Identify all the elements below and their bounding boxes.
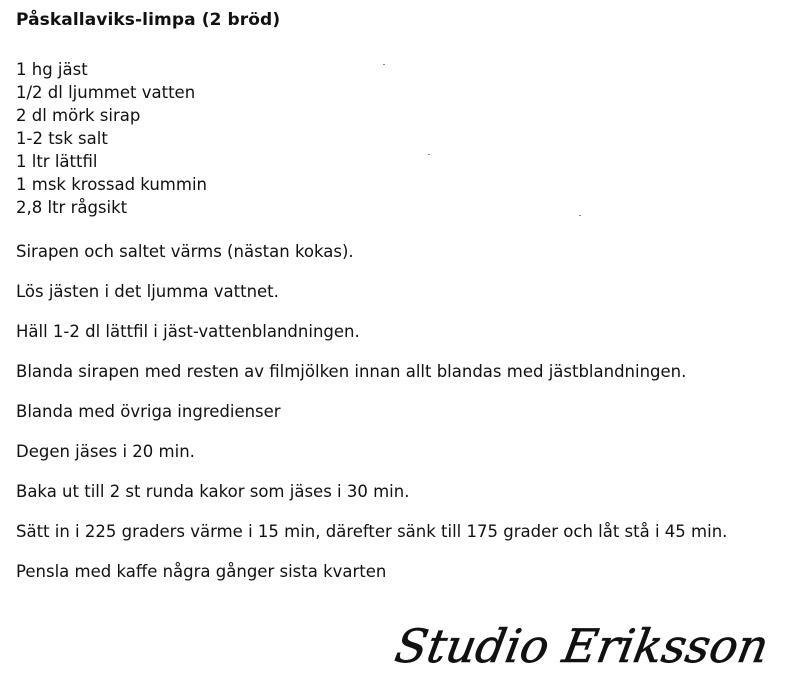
ingredient-item: 1-2 tsk salt <box>16 129 108 148</box>
recipe-title: Påskallaviks-limpa (2 bröd) <box>16 10 281 30</box>
instruction-step: Sirapen och saltet värms (nästan kokas). <box>16 242 354 261</box>
instruction-step: Blanda sirapen med resten av filmjölken innan allt blandas med jästblandningen. <box>16 362 687 381</box>
ingredient-item: 1 msk krossad kummin <box>16 175 207 194</box>
signature-text: Studio Eriksson <box>391 619 770 673</box>
ingredient-list <box>16 58 207 219</box>
instruction-step: Degen jäses i 20 min. <box>16 442 195 461</box>
instruction-step: Baka ut till 2 st runda kakor som jäses i 30 min. <box>16 482 410 501</box>
ingredient-item: 2,8 ltr rågsikt <box>16 198 128 217</box>
ingredient-item: 1 hg jäst <box>16 60 88 79</box>
signature-logo <box>391 612 788 682</box>
instruction-step: Lös jästen i det ljumma vattnet. <box>16 282 279 301</box>
ingredient-item: 1/2 dl ljummet vatten <box>16 83 196 102</box>
instruction-step: Pensla med kaffe några gånger sista kvarten <box>16 562 387 581</box>
instruction-list <box>16 241 776 601</box>
instruction-step: Sätt in i 225 graders värme i 15 min, därefter sänk till 175 grader och låt stå i 45 min. <box>16 522 728 541</box>
ingredient-item: 2 dl mörk sirap <box>16 106 141 125</box>
ingredient-item: 1 ltr lättfil <box>16 152 98 171</box>
instruction-step: Blanda med övriga ingredienser <box>16 402 281 421</box>
instruction-step: Häll 1-2 dl lättfil i jäst-vattenblandningen. <box>16 322 360 341</box>
